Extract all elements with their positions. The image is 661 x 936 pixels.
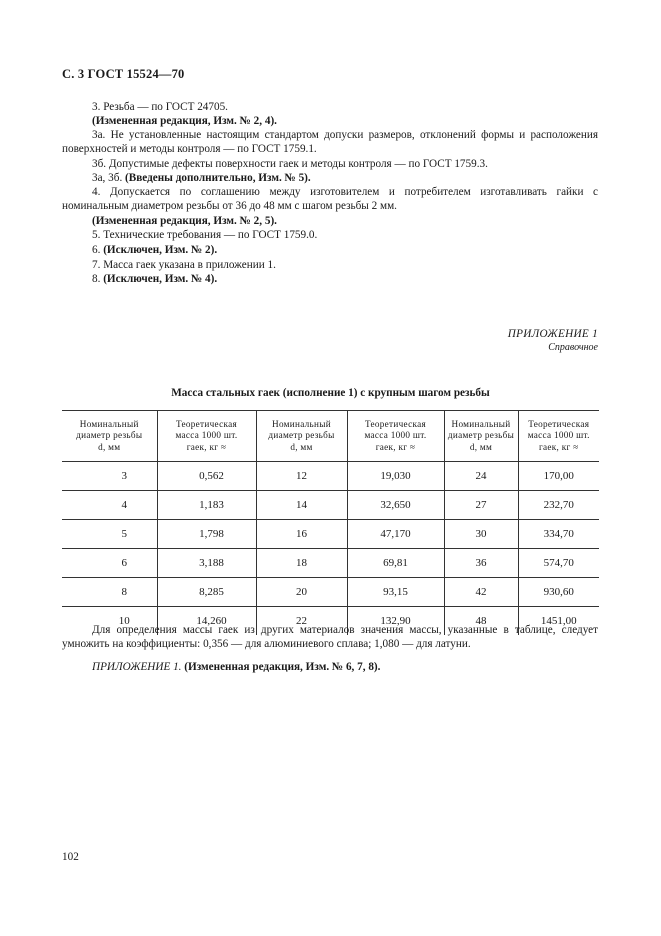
cell-mass: 132,90 bbox=[347, 607, 444, 636]
table-header-row bbox=[62, 411, 599, 462]
cell-diameter: 30 bbox=[444, 520, 518, 549]
appendix-subtitle: Справочное bbox=[548, 342, 598, 353]
cell-diameter: 4 bbox=[62, 491, 157, 520]
cell-diameter: 22 bbox=[256, 607, 347, 636]
item-3ab-amendment bbox=[92, 171, 311, 185]
cell-mass: 232,70 bbox=[518, 491, 599, 520]
cell-mass: 47,170 bbox=[347, 520, 444, 549]
item-6 bbox=[92, 243, 217, 257]
item-6-prefix: 6. bbox=[92, 244, 101, 256]
cell-diameter: 14 bbox=[256, 491, 347, 520]
header-mass: Теоретическая масса 1000 шт. гаек, кг ≈ bbox=[518, 411, 599, 462]
cell-mass: 19,030 bbox=[347, 462, 444, 491]
table-title: Масса стальных гаек (исполнение 1) с крупным шагом резьбы bbox=[171, 387, 490, 399]
item-3: 3. Резьба — по ГОСТ 24705. bbox=[92, 101, 228, 113]
cell-diameter: 16 bbox=[256, 520, 347, 549]
item-8 bbox=[92, 272, 217, 286]
cell-mass: 1451,00 bbox=[540, 615, 577, 627]
table-row bbox=[62, 520, 599, 549]
appendix-title: ПРИЛОЖЕНИЕ 1 bbox=[507, 328, 598, 340]
cell-diameter: 12 bbox=[256, 462, 347, 491]
header-mass: Теоретическая масса 1000 шт. гаек, кг ≈ bbox=[157, 411, 256, 462]
cell-diameter: 3 bbox=[62, 462, 157, 491]
item-8-note: (Исключен, Изм. № 4). bbox=[103, 273, 218, 285]
item-3a: 3а. Не установленные настоящим стандартом допуски размеров, отклонений формы и расположения поверхностей и методы контроля — по ГОСТ 1759.1. bbox=[62, 129, 598, 155]
cell-diameter: 5 bbox=[62, 520, 157, 549]
item-8-prefix: 8. bbox=[92, 273, 101, 285]
cell-mass: 93,15 bbox=[347, 578, 444, 607]
cell-mass: 1,798 bbox=[157, 520, 256, 549]
cell-diameter: 36 bbox=[444, 549, 518, 578]
table-row bbox=[62, 578, 599, 607]
item-6-note: (Исключен, Изм. № 2). bbox=[103, 244, 218, 256]
cell-diameter: 24 bbox=[444, 462, 518, 491]
cell-diameter: 8 bbox=[62, 578, 157, 607]
appendix-amendment-prefix: ПРИЛОЖЕНИЕ 1. bbox=[92, 661, 182, 673]
appendix-amendment bbox=[92, 660, 380, 674]
item-7: 7. Масса гаек указана в приложении 1. bbox=[92, 259, 276, 271]
cell-mass: 930,60 bbox=[518, 578, 599, 607]
cell-diameter: 20 bbox=[256, 578, 347, 607]
cell-diameter: 18 bbox=[256, 549, 347, 578]
table-row bbox=[62, 549, 599, 578]
cell-mass: 1,183 bbox=[157, 491, 256, 520]
table-row bbox=[62, 491, 599, 520]
appendix-amendment-note: (Измененная редакция, Изм. № 6, 7, 8). bbox=[184, 661, 381, 673]
cell-diameter: 42 bbox=[444, 578, 518, 607]
item-5: 5. Технические требования — по ГОСТ 1759.0. bbox=[92, 229, 318, 241]
cell-mass: 574,70 bbox=[518, 549, 599, 578]
cell-mass: 170,00 bbox=[518, 462, 599, 491]
header-mass: Теоретическая масса 1000 шт. гаек, кг ≈ bbox=[347, 411, 444, 462]
table-row bbox=[62, 462, 599, 491]
cell-mass: 3,188 bbox=[157, 549, 256, 578]
cell-diameter: 27 bbox=[444, 491, 518, 520]
cell-mass: 32,650 bbox=[347, 491, 444, 520]
item-3ab-prefix: 3а, 3б. bbox=[92, 172, 123, 184]
cell-mass: 334,70 bbox=[518, 520, 599, 549]
item-3ab-note: (Введены дополнительно, Изм. № 5). bbox=[125, 172, 311, 184]
header-diameter: Номинальный диаметр резьбы d, мм bbox=[62, 411, 157, 462]
cell-diameter: 48 bbox=[444, 607, 518, 636]
item-4-amendment: (Измененная редакция, Изм. № 2, 5). bbox=[92, 215, 277, 227]
item-3-amendment: (Измененная редакция, Изм. № 2, 4). bbox=[92, 115, 277, 127]
cell-mass: 0,562 bbox=[157, 462, 256, 491]
mass-table bbox=[62, 410, 599, 635]
header-diameter: Номинальный диаметр резьбы d, мм bbox=[444, 411, 518, 462]
item-4: 4. Допускается по соглашению между изготовителем и потребителем изготавливать гайки с номинальным диаметром резьбы от 36 до 48 мм с шагом резьбы 2 мм. bbox=[62, 186, 598, 212]
page-number: 102 bbox=[62, 851, 79, 863]
cell-mass: 69,81 bbox=[347, 549, 444, 578]
cell-mass: 8,285 bbox=[157, 578, 256, 607]
table-footnote: Для определения массы гаек из других материалов значения массы, указанные в таблице, следует умножить на коэффициенты: 0,356 — для алюминиевого сплава; 1,080 — для латуни. bbox=[62, 624, 598, 650]
cell-diameter: 6 bbox=[62, 549, 157, 578]
item-3b: 3б. Допустимые дефекты поверхности гаек и методы контроля — по ГОСТ 1759.3. bbox=[92, 158, 488, 170]
cell-diameter: 10 bbox=[62, 607, 157, 636]
page-header: С. 3 ГОСТ 15524—70 bbox=[62, 67, 185, 81]
header-diameter: Номинальный диаметр резьбы d, мм bbox=[256, 411, 347, 462]
cell-mass: 14,260 bbox=[157, 607, 256, 636]
